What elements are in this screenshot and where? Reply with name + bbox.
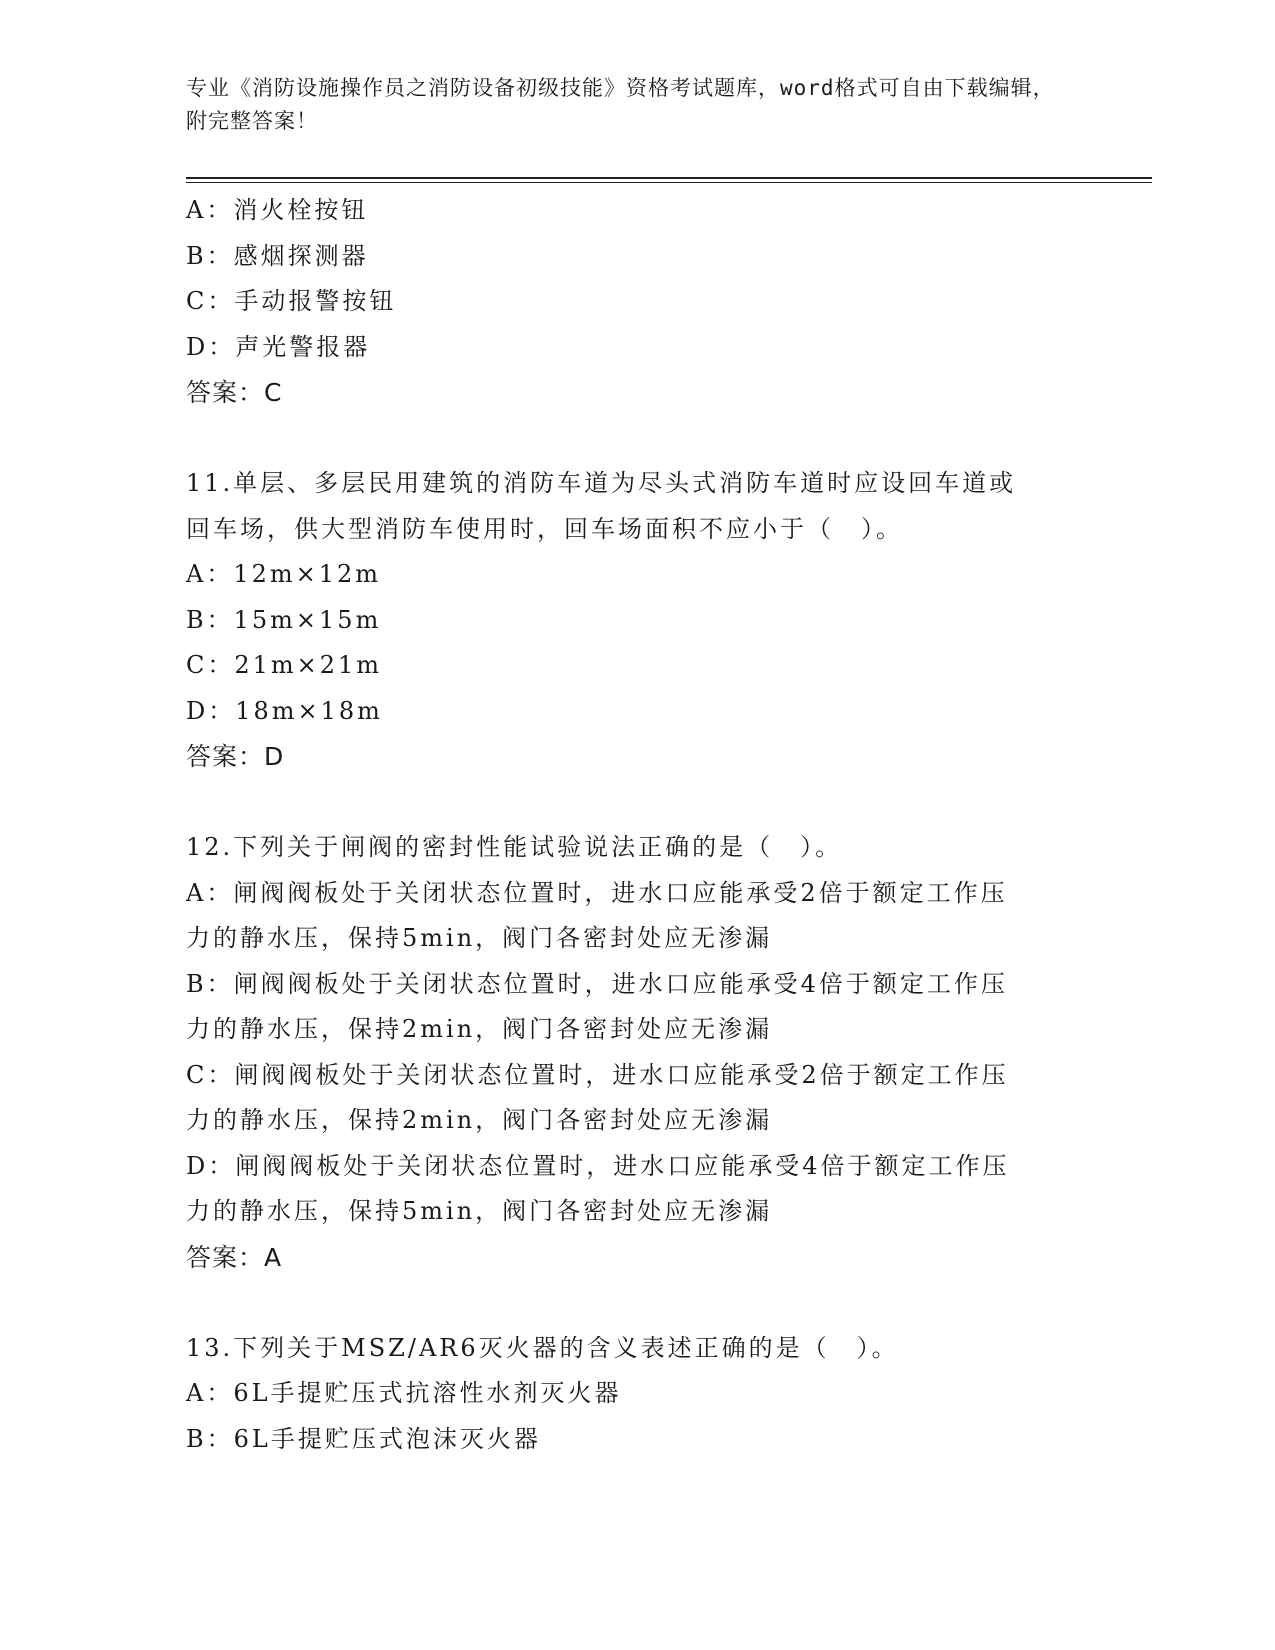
question-block-13: [186, 1326, 1086, 1463]
option-line: 力的静水压，保持5min，阀门各密封处应无渗漏: [186, 1197, 773, 1225]
option-line: C：21m×21m: [186, 651, 383, 679]
question-stem: 12.下列关于闸阀的密封性能试验说法正确的是（ ）。: [186, 833, 843, 861]
option-line: D：声光警报器: [186, 332, 371, 361]
option-line: A：6L手提贮压式抗溶性水剂灭火器: [186, 1379, 622, 1407]
option-line: C：闸阀阀板处于关闭状态位置时，进水口应能承受2倍于额定工作压: [186, 1060, 1009, 1089]
header-divider-thin: [186, 182, 1152, 183]
option-line: B：闸阀阀板处于关闭状态位置时，进水口应能承受4倍于额定工作压: [186, 969, 1008, 998]
question-block-11: [186, 461, 1086, 780]
option-line: D：闸阀阀板处于关闭状态位置时，进水口应能承受4倍于额定工作压: [186, 1151, 1010, 1180]
answer-line: 答案：A: [186, 1242, 283, 1272]
option-line: B：6L手提贮压式泡沫灭火器: [186, 1424, 541, 1453]
option-line: A：消火栓按钮: [186, 196, 369, 224]
question-stem: 回车场，供大型消防车使用时，回车场面积不应小于（ ）。: [186, 514, 903, 543]
option-line: D：18m×18m: [186, 696, 383, 725]
question-stem: 11.单层、多层民用建筑的消防车道为尽头式消防车道时应设回车道或: [186, 469, 1017, 497]
answer-line: 答案：D: [186, 742, 285, 771]
option-line: 力的静水压，保持2min，阀门各密封处应无渗漏: [186, 1106, 773, 1134]
spacer: [186, 1280, 1086, 1326]
option-line: A：12m×12m: [186, 560, 382, 588]
question-block-12: [186, 825, 1086, 1280]
answer-line: 答案：C: [186, 378, 283, 407]
option-line: A：闸阀阀板处于关闭状态位置时，进水口应能承受2倍于额定工作压: [186, 878, 1008, 907]
question-stem: 13.下列关于MSZ/AR6灭火器的含义表述正确的是（ ）。: [186, 1333, 899, 1362]
option-line: 力的静水压，保持5min，阀门各密封处应无渗漏: [186, 924, 773, 952]
question-list: [186, 188, 1086, 1462]
document-header: 专业《消防设施操作员之消防设备初级技能》资格考试题库，word格式可自由下载编辑，附完整答案！: [186, 76, 1055, 133]
question-block-10: [186, 188, 1086, 416]
spacer: [186, 416, 1086, 462]
option-line: C：手动报警按钮: [186, 287, 397, 315]
option-line: 力的静水压，保持2min，阀门各密封处应无渗漏: [186, 1015, 773, 1043]
header-divider-thick: [186, 177, 1152, 179]
option-line: B：感烟探测器: [186, 241, 369, 270]
spacer: [186, 780, 1086, 826]
option-line: B：15m×15m: [186, 605, 382, 634]
